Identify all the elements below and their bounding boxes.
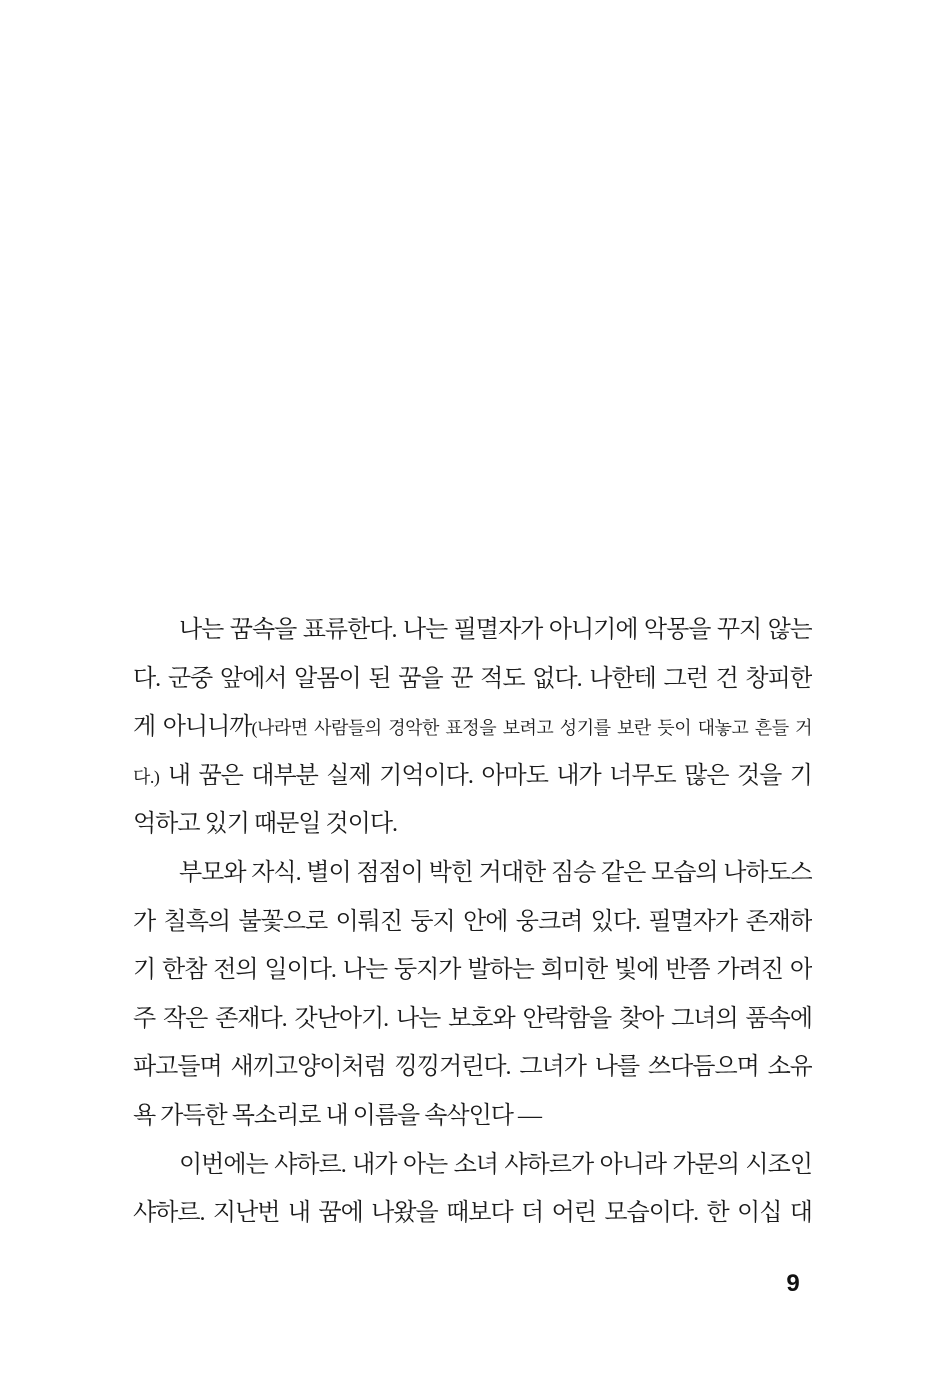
text-segment-small: (나라면 사람들의 경악한 표정을 보려고 성기를 보란 듯이 대놓고 흔들 거 [251,718,812,739]
text-line [133,1189,812,1238]
text-line [133,1092,812,1141]
text-line [133,606,812,655]
text-line [133,995,812,1044]
text-segment: 게 아니니까 [133,714,252,741]
text-line [133,1043,812,1092]
text-segment: 기 한참 전의 일이다. 나는 둥지가 발하는 희미한 빛에 반쯤 가려진 아 [133,957,812,984]
text-segment: 다. 군중 앞에서 알몸이 된 꿈을 꾼 적도 없다. 나한테 그런 건 창피한 [133,665,812,692]
text-line [133,752,812,801]
text-segment: 욕 가득한 목소리로 내 이름을 속삭인다 — [133,1102,541,1129]
text-line [133,946,812,995]
text-segment: 내 꿈은 대부분 실제 기억이다. 아마도 내가 너무도 많은 것을 기 [159,762,812,789]
body-text [133,606,812,1238]
text-line [133,800,812,849]
text-line [133,1141,812,1190]
text-segment: 샤하르. 지난번 내 꿈에 나왔을 때보다 더 어린 모습이다. 한 이십 대 [133,1200,812,1227]
page-number: 9 [786,1270,800,1297]
text-segment: 나는 꿈속을 표류한다. 나는 필멸자가 아니기에 악몽을 꾸지 않는 [179,617,812,643]
text-segment: 주 작은 존재다. 갓난아기. 나는 보호와 안락함을 찾아 그녀의 품속에 [133,1005,812,1032]
text-segment: 부모와 자식. 별이 점점이 박힌 거대한 짐승 같은 모습의 나하도스 [179,859,812,886]
text-segment: 가 칠흑의 불꽃으로 이뤄진 둥지 안에 웅크려 있다. 필멸자가 존재하 [133,908,812,935]
text-line [133,655,812,704]
text-segment: 파고들며 새끼고양이처럼 낑낑거린다. 그녀가 나를 쓰다듬으며 소유 [133,1054,812,1081]
text-line [133,703,812,752]
text-segment: 이번에는 샤하르. 내가 아는 소녀 샤하르가 아니라 가문의 시조인 [179,1151,812,1178]
text-segment-small: 다.) [133,766,160,787]
text-segment: 억하고 있기 때문일 것이다. [133,811,398,838]
text-line [133,849,812,898]
text-line [133,898,812,947]
